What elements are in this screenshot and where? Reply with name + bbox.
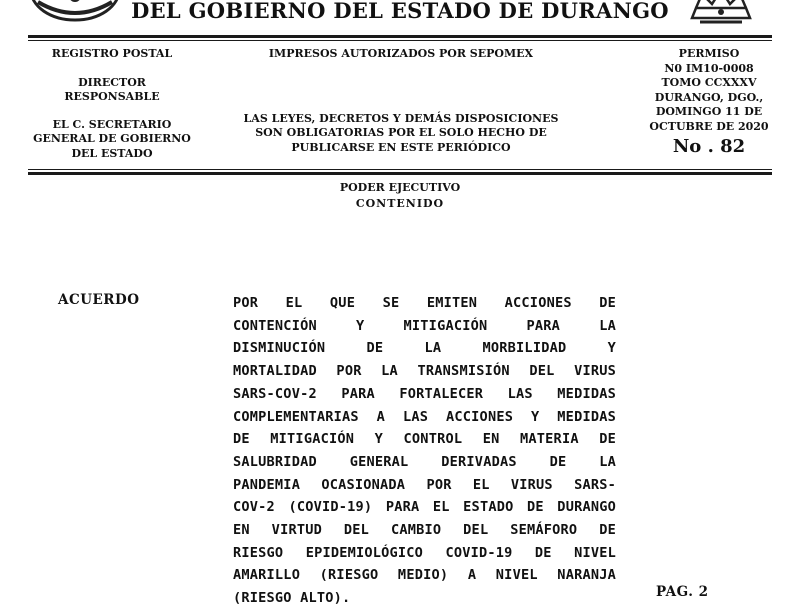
header-right-column — [630, 47, 788, 159]
entry-line: (RIESGO ALTO). — [233, 590, 351, 607]
secretario-line2: GENERAL DE GOBIERNO — [33, 132, 191, 145]
section-heading — [0, 180, 800, 212]
entry-line: DISMINUCIÓN DE LA MORBILIDAD Y — [233, 340, 616, 357]
header-left-column — [28, 47, 196, 161]
issue-number: No . 82 — [672, 136, 746, 157]
entry-line: SALUBRIDAD GENERAL DERIVADAS DE LA — [233, 453, 616, 470]
header-center-column — [236, 47, 566, 155]
secretario-line1: EL C. SECRETARIO — [52, 117, 172, 131]
fecha-line1: DOMINGO 11 DE — [655, 105, 763, 118]
bottom-rule-thin — [28, 169, 772, 170]
contenido-heading: CONTENIDO — [355, 197, 445, 210]
entry-line: MORTALIDAD POR LA TRANSMISIÓN DEL VIRUS — [233, 363, 616, 380]
leyes-line3: PUBLICARSE EN ESTE PERIÓDICO — [291, 140, 511, 154]
gazette-masthead-title: DEL GOBIERNO DEL ESTADO DE DURANGO — [131, 0, 669, 23]
entry-line: AMARILLO (RIESGO MEDIO) A NIVEL NARANJA — [233, 567, 616, 584]
page-reference: PAG. 2 — [656, 584, 709, 600]
entry-line: RIESGO EPIDEMIOLÓGICO COVID-19 DE NIVEL — [233, 544, 616, 561]
leyes-line2: SON OBLIGATORIAS POR EL SOLO HECHO DE — [255, 126, 547, 139]
fecha-line2: OCTUBRE DE 2020 — [649, 119, 769, 133]
bottom-rule-thick — [28, 172, 772, 175]
director-label-line1: DIRECTOR — [78, 75, 146, 89]
lugar: DURANGO, DGO., — [654, 90, 764, 104]
entry-line: PANDEMIA OCASIONADA POR EL VIRUS SARS- — [233, 476, 616, 493]
entry-line: SARS-COV-2 PARA FORTALECER LAS MEDIDAS — [233, 385, 616, 402]
permiso-label: PERMISO — [678, 47, 740, 60]
entry-line: EN VIRTUD DEL CAMBIO DEL SEMÁFORO DE — [233, 522, 616, 539]
top-rule-thin — [28, 40, 772, 41]
entry-description — [233, 292, 616, 610]
entry-line: DE MITIGACIÓN Y CONTROL EN MATERIA DE — [233, 431, 616, 448]
tomo: TOMO CCXXXV — [661, 76, 757, 89]
leyes-line1: LAS LEYES, DECRETOS Y DEMÁS DISPOSICIONES — [243, 111, 559, 125]
poder-ejecutivo: PODER EJECUTIVO — [339, 181, 461, 194]
entry-kind-label: ACUERDO — [58, 292, 140, 308]
impresos-autorizados: IMPRESOS AUTORIZADOS POR SEPOMEX — [268, 47, 534, 60]
director-label-line2: RESPONSABLE — [64, 90, 160, 103]
secretario-line3: DEL ESTADO — [71, 146, 153, 160]
permiso-number: N0 IM10-0008 — [664, 61, 754, 75]
entry-line: COMPLEMENTARIAS A LAS ACCIONES Y MEDIDAS — [233, 408, 616, 425]
entry-line: POR EL QUE SE EMITEN ACCIONES DE — [233, 295, 616, 311]
entry-line: COV-2 (COVID-19) PARA EL ESTADO DE DURANGO — [233, 499, 616, 516]
top-rule-thick — [28, 35, 772, 38]
registro-postal: REGISTRO POSTAL — [51, 47, 173, 60]
entry-line: CONTENCIÓN Y MITIGACIÓN PARA LA — [233, 317, 616, 334]
